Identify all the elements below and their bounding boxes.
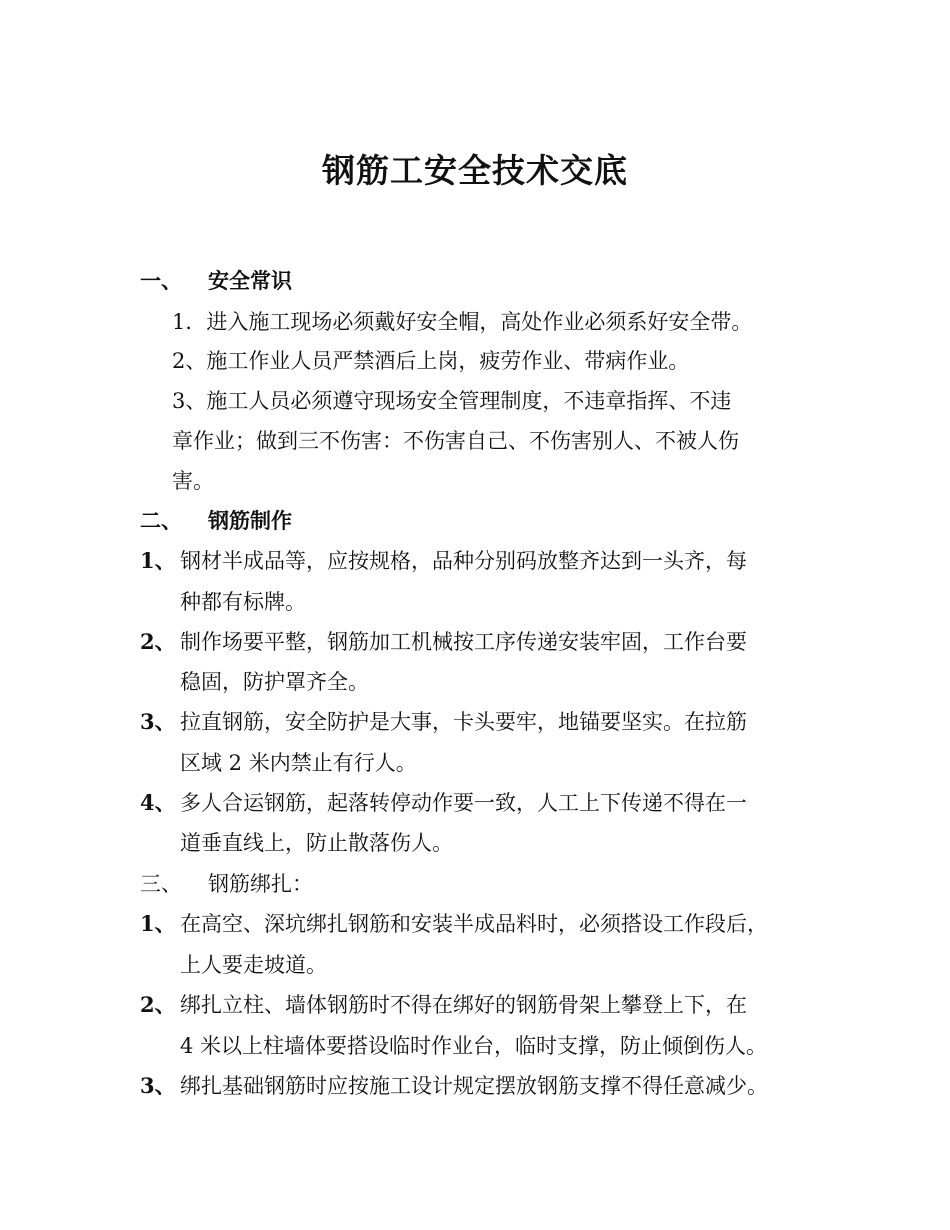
item-number: 1、 [140, 911, 176, 936]
item-number: 1、 [140, 548, 176, 573]
section-heading: 安全常识 [208, 269, 292, 293]
item-line: 道垂直线上，防止散落伤人。 [180, 831, 453, 855]
section-heading: 钢筋绑扎： [208, 872, 313, 896]
item-line: 稳固，防护罩齐全。 [180, 670, 369, 694]
section-number: 一、 [140, 269, 182, 293]
item-line: 区域 2 米内禁止有行人。 [180, 751, 417, 775]
item-number: 2、 [140, 992, 176, 1017]
paragraph-line: 3、施工人员必须遵守现场安全管理制度，不违章指挥、不违 [172, 389, 732, 413]
item-line: 拉直钢筋，安全防护是大事，卡头要牢，地锚要坚实。在拉筋 [180, 710, 747, 734]
item-line: 4 米以上柱墙体要搭设临时作业台，临时支撑，防止倾倒伤人。 [180, 1034, 768, 1058]
item-line: 绑扎基础钢筋时应按施工设计规定摆放钢筋支撑不得任意减少。 [180, 1074, 768, 1098]
item-number: 3、 [140, 709, 176, 734]
item-line: 钢材半成品等，应按规格，品种分别码放整齐达到一头齐，每 [180, 549, 747, 573]
paragraph-line: 章作业；做到三不伤害：不伤害自己、不伤害别人、不被人伤 [172, 429, 739, 453]
item-line: 绑扎立柱、墙体钢筋时不得在绑好的钢筋骨架上攀登上下，在 [180, 993, 747, 1017]
item-number: 4、 [140, 790, 176, 815]
item-line: 在高空、深坑绑扎钢筋和安装半成品料时，必须搭设工作段后， [180, 912, 768, 936]
document-title: 钢筋工安全技术交底 [322, 151, 628, 190]
item-number: 2、 [140, 629, 176, 654]
paragraph-line: 1．进入施工现场必须戴好安全帽，高处作业必须系好安全带。 [172, 310, 753, 334]
item-number: 3、 [140, 1073, 176, 1098]
item-line: 多人合运钢筋，起落转停动作要一致，人工上下传递不得在一 [180, 791, 747, 815]
section-number: 三、 [140, 872, 182, 896]
item-line: 制作场要平整，钢筋加工机械按工序传递安装牢固，工作台要 [180, 630, 747, 654]
section-number: 二、 [140, 509, 182, 533]
item-line: 上人要走坡道。 [180, 953, 327, 977]
paragraph-line: 害。 [172, 469, 214, 493]
section-heading: 钢筋制作 [208, 509, 292, 533]
item-line: 种都有标牌。 [180, 590, 306, 614]
paragraph-line: 2、施工作业人员严禁酒后上岗，疲劳作业、带病作业。 [172, 349, 690, 373]
